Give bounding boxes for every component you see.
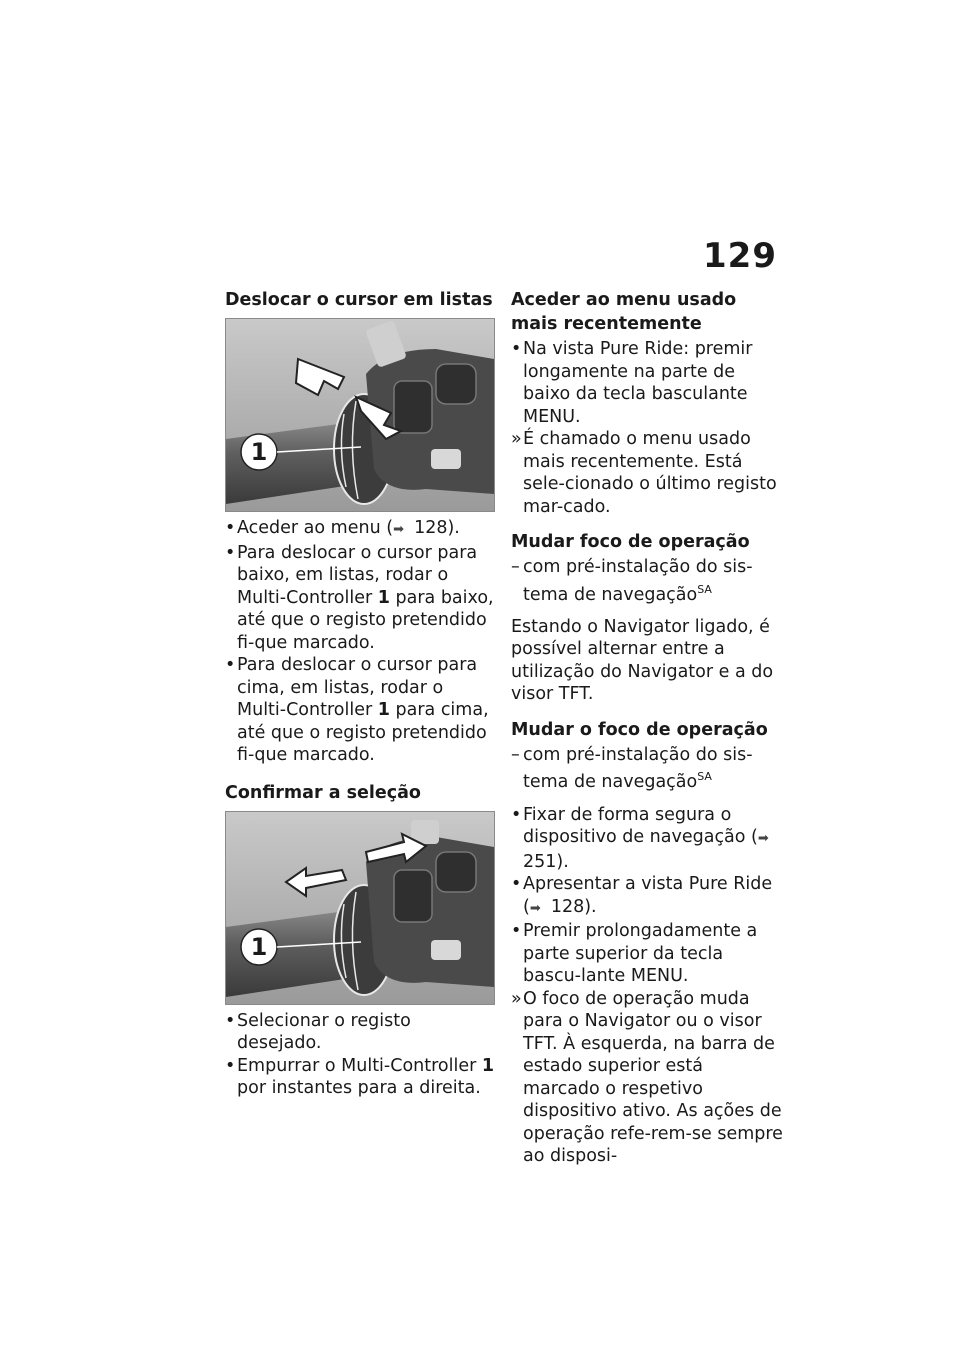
list-item: • Selecionar o registo desejado. <box>225 1010 411 1053</box>
figure-label-1: 1 <box>250 932 268 961</box>
list-item: » É chamado o menu usado mais recentemente. Está sele-cionado o último registo mar-cado. <box>511 429 777 517</box>
condition-line: – com pré-instalação do sis-tema de navegação$^{SA}$ <box>511 744 753 793</box>
page-number: 129 <box>703 236 777 276</box>
figure-multi-controller-push <box>225 811 495 1005</box>
sa-superscript: SA <box>697 770 712 784</box>
focus-steps-list <box>511 804 783 1168</box>
section-heading-change-focus: Mudar foco de operação <box>511 532 750 552</box>
scroll-instructions-list <box>225 517 495 767</box>
list-item: • Fixar de forma segura o dispositivo de navegação (➡251). <box>511 804 783 874</box>
page-reference-arrow-icon: ➡ <box>757 831 769 847</box>
page-reference-arrow-icon: ➡ <box>393 522 404 537</box>
list-item: • Premir prolongadamente a parte superior da tecla bascu-lante MENU. <box>511 921 758 987</box>
page-reference-arrow-icon: ➡ <box>529 900 541 916</box>
list-item: • Para deslocar o cursor para cima, em listas, rodar o Multi-Controller 1 para cima, até que o registo pretendido fi-que marcado. <box>225 655 489 765</box>
list-item: • Aceder ao menu (➡ 128). <box>225 517 495 542</box>
sa-superscript: SA <box>697 582 712 596</box>
list-item: • Apresentar a vista Pure Ride (➡ 128). <box>511 873 783 920</box>
condition-line: – com pré-instalação do sis-tema de navegação$^{SA}$ <box>511 557 753 605</box>
section-heading-change-focus-steps: Mudar o foco de operação <box>511 719 768 740</box>
figure-multi-controller-rotate <box>225 318 495 512</box>
section-heading-recent-menu: Aceder ao menu usado mais recentemente <box>511 290 737 334</box>
list-item: • Na vista Pure Ride: premir longamente na parte de baixo da tecla basculante MENU. <box>511 339 753 427</box>
right-column <box>511 288 783 1168</box>
figure-label-1: 1 <box>250 438 268 466</box>
list-item: » O foco de operação muda para o Navigator ou o visor TFT. À esquerda, na barra de estado superior está marcado o respetivo dispositivo ativo. As ações de operação refe-rem-se sempre ao disposi- <box>511 988 783 1167</box>
section-heading-scroll-lists: Deslocar o cursor em listas <box>225 290 493 310</box>
section-heading-confirm-selection: Confirmar a seleção <box>225 782 421 803</box>
confirm-instructions-list <box>225 1010 495 1100</box>
left-column <box>225 288 495 1100</box>
recent-menu-list <box>511 338 783 518</box>
navigator-paragraph: Estando o Navigator ligado, é possível alternar entre a utilização do Navigator e a do visor TFT. <box>511 616 774 705</box>
list-item: • Empurrar o Multi-Controller 1 por instantes para a direita. <box>225 1055 495 1098</box>
list-item: • Para deslocar o cursor para baixo, em listas, rodar o Multi-Controller 1 para baixo, até que o registo pretendido fi-que marcado. <box>225 542 494 653</box>
